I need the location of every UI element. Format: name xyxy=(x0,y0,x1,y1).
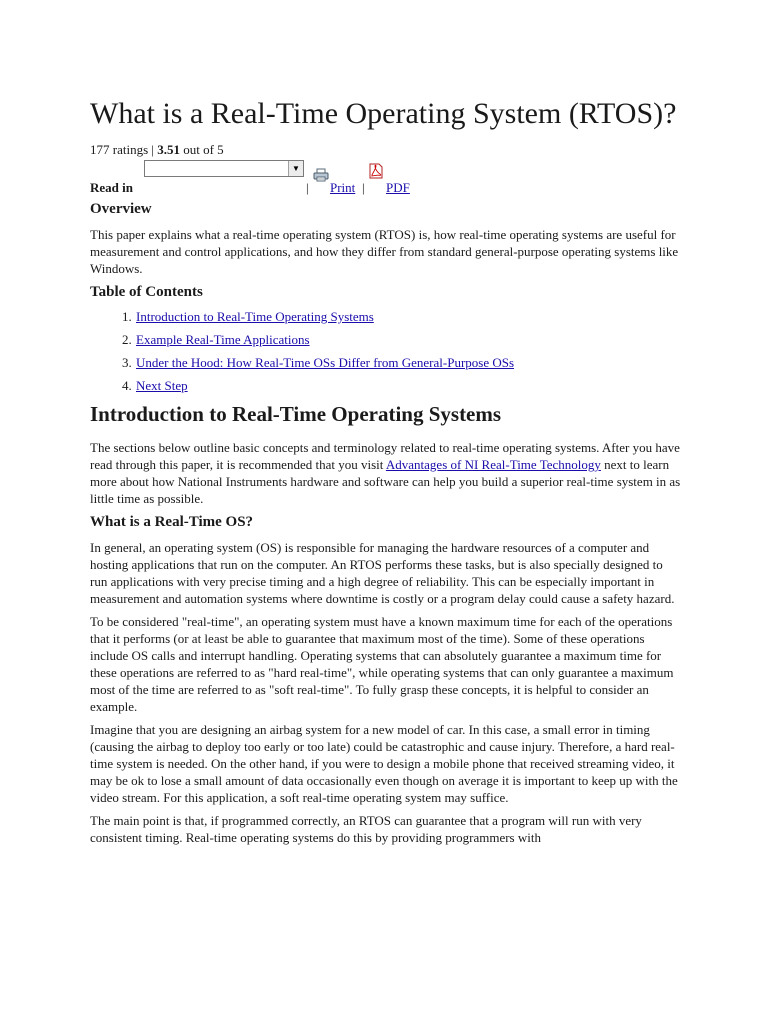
toc-link[interactable]: Under the Hood: How Real-Time OSs Differ from General-Purpose OSs xyxy=(136,355,515,370)
intro-paragraph xyxy=(90,439,682,507)
pdf-icon[interactable] xyxy=(369,163,383,179)
toc-link[interactable]: Introduction to Real-Time Operating Systems xyxy=(136,309,374,324)
overview-text: This paper explains what a real-time operating system (RTOS) is, how real-time operating systems are useful for measurement and control applications, and how they differ from standard general-purpose operating systems like Windows. xyxy=(90,227,679,276)
table-of-contents xyxy=(90,309,682,394)
overview-heading: Overview xyxy=(90,201,152,217)
page-title: What is a Real-Time Operating System (RTOS)? xyxy=(90,97,677,130)
rating-count: 177 ratings | xyxy=(90,142,154,157)
separator: | xyxy=(362,180,365,195)
printer-icon[interactable] xyxy=(313,168,329,182)
body-paragraph: The main point is that, if programmed correctly, an RTOS can guarantee that a program will run with very consistent timing. Real-time operating systems do this by providing programmers with xyxy=(90,813,642,845)
read-in-label: Read in xyxy=(90,180,133,195)
intro-text-after: next to learn more about how National Instruments hardware and software can help you build a superior real-time system in as little time as possible. xyxy=(90,457,681,506)
rating-line xyxy=(90,142,682,158)
body-paragraph: To be considered "real-time", an operating system must have a known maximum time for each of the operations that it performs (or at least be able to guarantee that maximum most of the time). Some of these operations include OS calls and interrupt handling. Operating systems that can absolutely guarantee a maximum time for these operations are referred to as "hard real-time", while operating systems that can only guarantee a maximum most of the time are referred to as "soft real-time". To fully grasp these concepts, it is helpful to consider an example. xyxy=(90,614,674,714)
toc-item xyxy=(135,378,682,394)
what-is-heading: What is a Real-Time OS? xyxy=(90,514,254,530)
pdf-link[interactable]: PDF xyxy=(386,180,410,195)
toc-link[interactable]: Next Step xyxy=(136,378,188,393)
separator: | xyxy=(306,180,309,195)
print-link[interactable]: Print xyxy=(330,180,356,195)
intro-heading: Introduction to Real-Time Operating Systems xyxy=(90,402,502,426)
advantages-link[interactable]: Advantages of NI Real-Time Technology xyxy=(385,457,601,472)
toc-heading: Table of Contents xyxy=(90,284,203,300)
intro-text: The sections below outline basic concepts and terminology related to real-time operating systems. After you have read through this paper, it is recommended that you visit xyxy=(90,440,680,472)
dropdown-arrow-icon[interactable]: ▼ xyxy=(288,161,303,176)
language-select[interactable] xyxy=(144,160,304,177)
rating-out-of: out of 5 xyxy=(183,142,224,157)
read-toolbar xyxy=(90,158,682,194)
toc-item xyxy=(135,309,682,325)
body-paragraph: Imagine that you are designing an airbag system for a new model of car. In this case, a small error in timing (causing the airbag to deploy too early or too late) could be catastrophic and cause injury. Therefore, a hard real-time system is needed. On the other hand, if you were to design a mobile phone that received streaming video, it may be ok to lose a small amount of data occasionally even though on average it is important to keep up with the video stream. For this application, a soft real-time operating system may suffice. xyxy=(90,722,678,805)
rating-score: 3.51 xyxy=(157,142,180,157)
toc-item xyxy=(135,355,682,371)
body-paragraph: In general, an operating system (OS) is responsible for managing the hardware resources of a computer and hosting applications that run on the computer. An RTOS performs these tasks, but is also specially designed to run applications with very precise timing and a high degree of reliability. This can be especially important in measurement and automation systems where downtime is costly or a program delay could cause a safety hazard. xyxy=(90,540,675,606)
toc-link[interactable]: Example Real-Time Applications xyxy=(136,332,310,347)
article xyxy=(90,96,682,852)
toc-item xyxy=(135,332,682,348)
